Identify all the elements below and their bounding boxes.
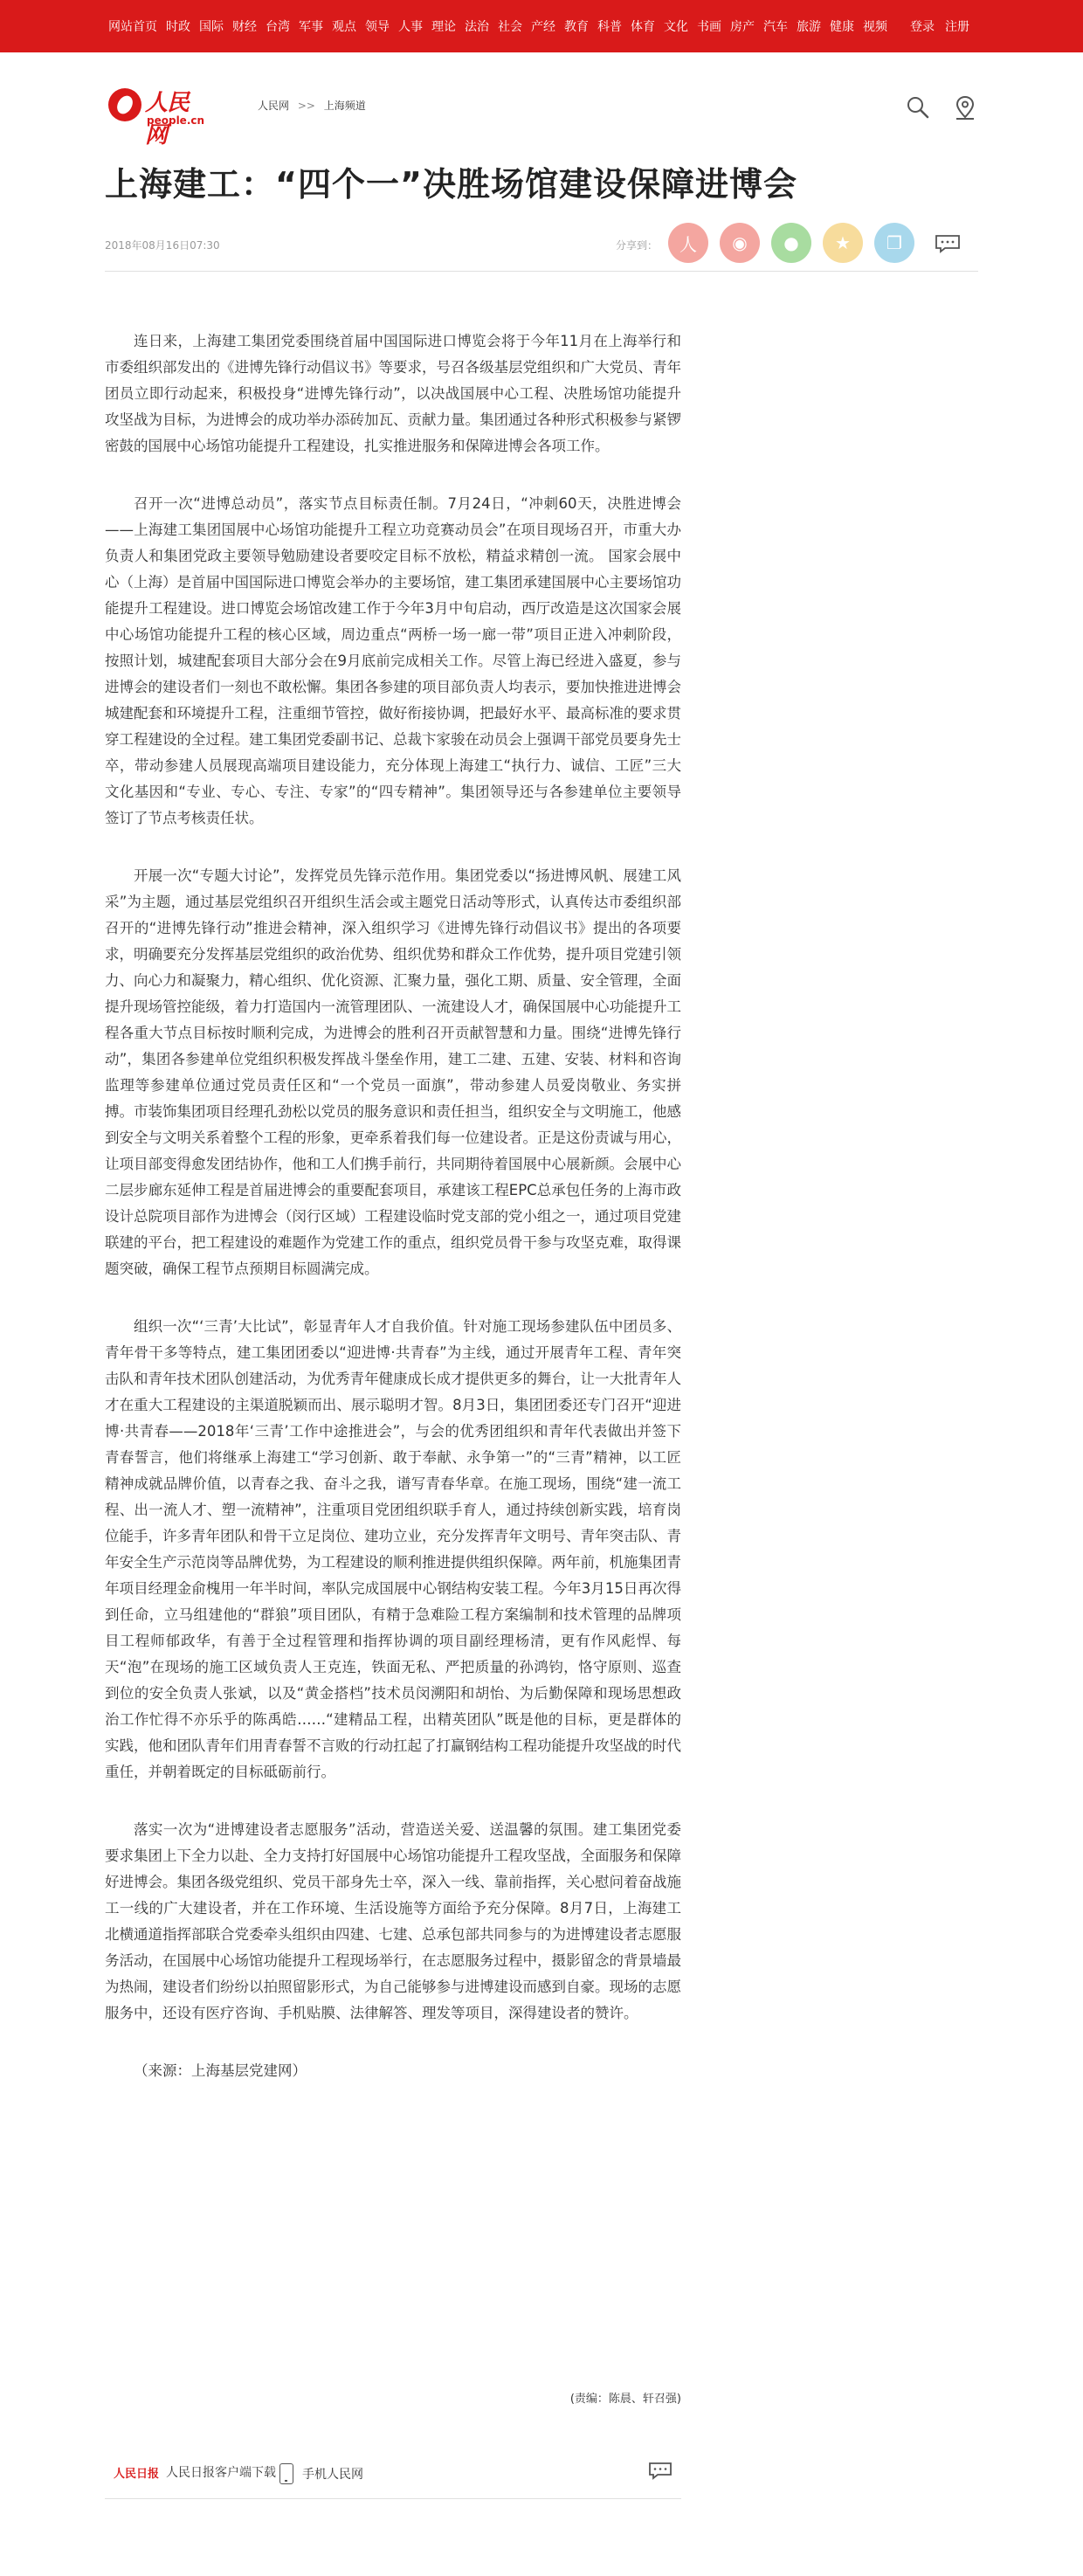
logo-domain: people.cn: [147, 114, 205, 127]
nav-link[interactable]: 人事: [398, 20, 423, 34]
logo-text: 人民网: [145, 90, 190, 148]
nav-link[interactable]: 书画: [697, 20, 721, 34]
nav-link[interactable]: 健康: [830, 20, 854, 34]
breadcrumb: [258, 98, 366, 113]
share-label: 分享到：: [616, 239, 659, 252]
nav-links: [108, 0, 896, 52]
share-weibo-icon[interactable]: ◉: [720, 223, 760, 263]
paragraph: 落实一次为“进博建设者志愿服务”活动，营造送关爱、送温馨的氛围。建工集团党委要求集团上下全力以赴、全力支持打好国展中心场馆功能提升工程攻坚战，全面服务和保障好进博会。集团各级党组织、党员干部身先士卒，深入一线、靠前指挥，关心慰问着奋战施工一线的广大建设者，并在工作环境、生活设施等方面给予充分保障。8月7日，上海建工北横通道指挥部联合党委牵头组织由四建、七建、总承包部共同参与的为进博建设者志愿服务活动，在国展中心场馆功能提升工程现场举行，在志愿服务过程中，摄影留念的背景墙最为热闹，建设者们纷纷以拍照留影形式，为自己能够参与进博建设而感到自豪。现场的志愿服务中，还设有医疗咨询、手机贴膜、法律解答、理发等项目，深得建设者的赞许。: [105, 1821, 681, 2021]
nav-link[interactable]: 汽车: [763, 20, 788, 34]
register-link[interactable]: 注册: [945, 20, 969, 34]
nav-link[interactable]: 领导: [365, 20, 390, 34]
publish-date: 2018年08月16日07:30: [105, 239, 220, 252]
nav-link[interactable]: 台湾: [266, 20, 290, 34]
paragraph: 组织一次“‘三青’大比试”，彰显青年人才自我价值。针对施工现场参建队伍中团员多、青年骨干多等特点，建工集团团委以“迎进博·共青春”为主线，通过开展青年工程、青年突击队和青年技术团队创建活动，为优秀青年健康成长成才提供更多的舞台，让一大批青年人才在重大工程建设的主渠道脱颖而出、展示聪明才智。8月3日，集团团委还专门召开“迎进博·共青春——2018年‘三青’工作中途推进会”，与会的优秀团组织和青年代表做出并签下青春誓言，他们将继承上海建工“学习创新、敢于奉献、永争第一”的“三青”精神，以工匠精神成就品牌价值，以青春之我、奋斗之我，谱写青春华章。在施工现场，围绕“建一流工程、出一流人才、塑一流精神”，注重项目党团组织联手育人，通过持续创新实践，培育岗位能手，许多青年团队和骨干立足岗位、建功立业，充分发挥青年文明号、青年突击队、青年安全生产示范岗等品牌优势，为工程建设的顺利推进提供组织保障。两年前，机施集团青年项目经理金俞槐用一年半时间，率队完成国展中心钢结构安装工程。今年3月15日再次得到任命，立马组建他的“群狼”项目团队，有精于急难险工程方案编制和技术管理的品牌项目工程师郁政华，有善于全过程管理和指挥协调的项目副经理杨清，更有作风彪悍、每天“泡”在现场的施工区域负责人王克连，铁面无私、严把质量的孙鸿钧，恪守原则、巡查到位的安全负责人张斌，以及“黄金搭档”技术员闵溯阳和胡怡、为后勤保障和现场思想政治工作忙得不亦乐乎的陈禹皓……“建精品工程，出精英团队”既是他的目标，更是群体的实践，他和团队青年们用青春誓不言败的行动扛起了打赢钢结构工程功能提升攻坚战的时代重任，并朝着既定的目标砥砺前行。: [105, 1318, 681, 1780]
comment-icon[interactable]: [935, 234, 961, 253]
nav-link[interactable]: 理论: [431, 20, 456, 34]
nav-link[interactable]: 国际: [199, 20, 224, 34]
paragraph: 召开一次“进博总动员”，落实节点目标责任制。7月24日，“冲刺60天，决胜进博会——上海建工集团国展中心场馆功能提升工程立功竞赛动员会”在项目现场召开，市重大办负责人和集团党政主要领导勉励建设者要咬定目标不放松，精益求精创一流。 国家会展中心（上海）是首届中国国际进口博览会举办的主要场馆，建工集团承建国展中心主要场馆功能提升工程建设。进口博览会场馆改建工作于今年3月中旬启动，西厅改造是这次国家会展中心场馆功能提升工程的核心区域，周边重点“两桥一场一廊一带”项目正进入冲刺阶段，按照计划，城建配套项目大部分会在9月底前完成相关工作。尽管上海已经进入盛夏，参与进博会的建设者们一刻也不敢松懈。集团各参建的项目部负责人均表示，要加快推进进博会城建配套和环境提升工程，注重细节管控，做好衔接协调，把最好水平、最高标准的要求贯穿工程建设的全过程。建工集团党委副书记、总裁卞家骏在动员会上强调干部党员要身先士卒，带动参建人员展现高端项目建设能力，充分体现上海建工“执行力、诚信、工匠”三大文化基因和“专业、专心、专注、专家”的“四专精神”。集团领导还与各参建单位主要领导签订了节点考核责任状。: [105, 495, 681, 826]
nav-link[interactable]: 观点: [332, 20, 356, 34]
article-body: [105, 328, 681, 2116]
top-nav: [0, 0, 1083, 52]
phone-icon: [279, 2463, 293, 2484]
article-meta: [105, 218, 978, 272]
comment-icon[interactable]: [648, 2462, 673, 2481]
nav-link[interactable]: 体育: [631, 20, 655, 34]
app-download-link[interactable]: [114, 2463, 276, 2481]
nav-link[interactable]: 法治: [465, 20, 489, 34]
share-renmin-icon[interactable]: 人: [668, 223, 708, 263]
nav-link[interactable]: 产经: [531, 20, 555, 34]
search-icon[interactable]: [905, 94, 931, 121]
login-link[interactable]: 登录: [910, 20, 935, 34]
nav-link[interactable]: 网站首页: [108, 20, 157, 34]
nav-link[interactable]: 科普: [597, 20, 622, 34]
location-icon[interactable]: [952, 94, 978, 121]
nav-link[interactable]: 文化: [664, 20, 688, 34]
paragraph: 开展一次“专题大讨论”，发挥党员先锋示范作用。集团党委以“扬进博风帆、展建工风采”为主题，通过基层党组织召开组织生活会或主题党日活动等形式，认真传达市委组织部召开的“进博先锋行动”推进会精神，深入组织学习《进博先锋行动倡议书》提出的各项要求，明确要充分发挥基层党组织的政治优势、组织优势和群众工作优势，提升项目党建引领力、向心力和凝聚力，精心组织、优化资源、汇聚力量，强化工期、质量、安全管理，全面提升现场管控能级，着力打造国内一流管理团队、一流建设人才，确保国展中心功能提升工程各重大节点目标按时顺利完成，为进博会的胜利召开贡献智慧和力量。围绕“进博先锋行动”，集团各参建单位党组织积极发挥战斗堡垒作用，建工二建、五建、安装、材料和咨询监理等参建单位通过党员责任区和“一个党员一面旗”，带动参建人员爱岗敬业、务实拼搏。市装饰集团项目经理孔劲松以党员的服务意识和责任担当，组织安全与文明施工，他感到安全与文明关系着整个工程的形象，更牵系着我们每一位建设者。正是这份责诚与用心，让项目部变得愈发团结协作，他和工人们携手前行，共同期待着国展中心展新颜。会展中心二层步廊东延伸工程是首届进博会的重要配套项目，承建该工程EPC总承包任务的上海市政设计总院项目部作为进博会（闵行区域）工程建设临时党支部的党小组之一，通过项目党建联建的平台，把工程建设的难题作为党建工作的重点，组织党员骨干参与攻坚克难，取得课题突破，确保工程节点预期目标圆满完成。: [105, 867, 681, 1277]
people-logo[interactable]: [105, 83, 210, 148]
share-buttons: [668, 223, 926, 263]
account-links: [900, 0, 969, 52]
paragraph: 连日来，上海建工集团党委围绕首届中国国际进口博览会将于今年11月在上海举行和市委组织部发出的《进博先锋行动倡议书》等要求，号召各级基层党组织和广大党员、青年团员立即行动起来，积极投身“进博先锋行动”，以决战国展中心工程、决胜场馆功能提升攻坚战为目标，为进博会的成功举办添砖加瓦、贡献力量。集团通过各种形式积极参与紧锣密鼓的国展中心场馆功能提升工程建设，扎实推进服务和保障进博会各项工作。: [105, 333, 681, 454]
footer-bar: [105, 2446, 681, 2499]
nav-link[interactable]: 军事: [299, 20, 323, 34]
app-download-label: 人民日报客户端下载: [166, 2466, 277, 2480]
mobile-site-link[interactable]: [279, 2463, 363, 2484]
nav-link[interactable]: 时政: [166, 20, 190, 34]
logo-mark-icon: [108, 88, 141, 121]
mobile-site-label: 手机人民网: [302, 2468, 363, 2482]
nav-link[interactable]: 教育: [564, 20, 589, 34]
article-source: （来源：上海基层党建网）: [134, 2062, 307, 2079]
header: [105, 79, 978, 148]
nav-link[interactable]: 视频: [863, 20, 887, 34]
share-wechat-icon[interactable]: ●: [771, 223, 811, 263]
nav-link[interactable]: 房产: [730, 20, 755, 34]
nav-link[interactable]: 旅游: [797, 20, 821, 34]
breadcrumb-item-channel[interactable]: 上海频道: [323, 100, 366, 112]
nav-link[interactable]: 财经: [232, 20, 257, 34]
renmin-ribao-badge: 人民日报: [114, 2467, 160, 2481]
share-copy-icon[interactable]: ❐: [874, 223, 914, 263]
share-favorite-icon[interactable]: ★: [823, 223, 863, 263]
nav-link[interactable]: 社会: [498, 20, 522, 34]
header-tools: [884, 94, 978, 121]
breadcrumb-separator: >>: [297, 100, 315, 112]
article-title: 上海建工：“四个一”决胜场馆建设保障进博会: [105, 165, 797, 204]
editor-credit: (责编：陈晨、轩召强): [569, 2393, 681, 2406]
breadcrumb-item-home[interactable]: 人民网: [258, 100, 290, 112]
